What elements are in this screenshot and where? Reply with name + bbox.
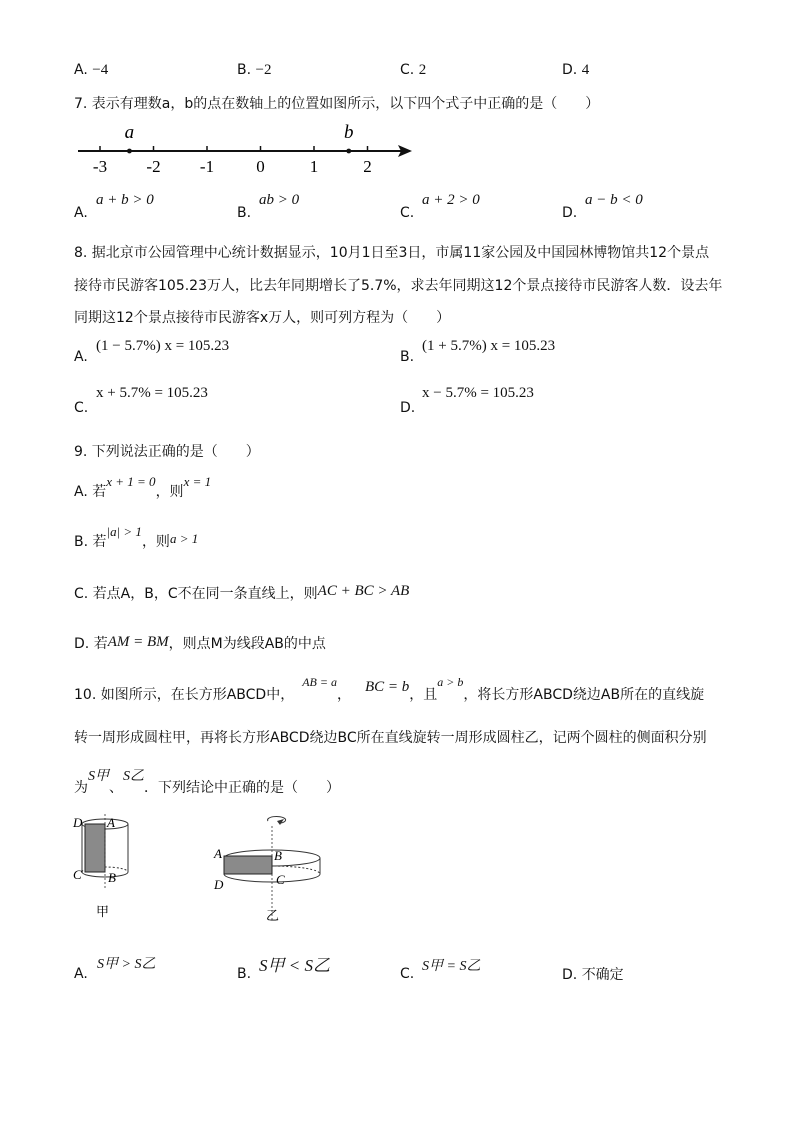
q8-option-c-label: C.	[74, 400, 89, 416]
vertex-d-label: D	[73, 815, 83, 830]
q9-stem: 9. 下列说法正确的是（ ）	[74, 444, 260, 460]
q6-option-b: B. −2	[237, 62, 272, 78]
point-a-dot	[127, 149, 132, 154]
q6-option-d: D. 4	[562, 62, 590, 78]
q10-option-c-value: S甲 = S乙	[422, 959, 481, 974]
tick-label: -1	[199, 157, 215, 176]
q8-stem-line1: 8. 据北京市公园管理中心统计数据显示，10月1日至3日，市属11家公园及中国园林博物馆共12个景点	[74, 245, 710, 261]
q6-option-c: C. 2	[400, 62, 427, 78]
q7-stem: 7. 表示有理数a，b的点在数轴上的位置如图所示，以下四个式子中正确的是（ ）	[74, 96, 600, 112]
q8-option-c-value: x + 5.7% = 105.23	[96, 385, 208, 401]
tick-label: -3	[92, 157, 108, 176]
q7-option-a-label: A.	[74, 205, 88, 221]
q7-option-d-value: a − b < 0	[585, 192, 643, 208]
q7-option-a-value: a + b > 0	[96, 192, 154, 208]
vertex-d-label: D	[214, 877, 224, 892]
q9-option-a: A. 若x + 1 = 0，则x = 1	[74, 474, 212, 500]
vertex-c-label: C	[276, 872, 285, 887]
vertex-c-label: C	[73, 867, 82, 882]
q10-figure-cylinder-yi	[210, 812, 340, 932]
vertex-a-label: A	[214, 846, 222, 861]
q10-stem-line3: 为S甲、S乙．下列结论中正确的是（ ）	[74, 769, 340, 796]
tick-label: 1	[309, 157, 319, 176]
q10-figure-cylinder-jia	[68, 810, 138, 925]
tick-label: 0	[256, 157, 265, 176]
q8-option-b-label: B.	[400, 349, 415, 365]
q10-stem-line1: 10. 如图所示，在长方形ABCD中，AB = a， BC = b，且a > b，将长方形ABCD绕边AB所在的直线旋	[74, 675, 705, 703]
q8-option-b-value: (1 + 5.7%) x = 105.23	[422, 338, 556, 354]
vertex-a-label: A	[107, 815, 115, 830]
q8-stem-line2: 接待市民游客105.23万人，比去年同期增长了5.7%，求去年同期这12个景点接待市民游客人数．设去年	[74, 278, 723, 294]
vertex-b-label: B	[274, 848, 282, 863]
q7-option-c-value: a + 2 > 0	[422, 192, 480, 208]
q8-option-a-label: A.	[74, 349, 88, 365]
q7-option-b-label: B.	[237, 205, 252, 221]
q7-option-d-label: D.	[562, 205, 578, 221]
q10-option-a-label: A.	[74, 966, 88, 982]
q8-option-d-label: D.	[400, 400, 416, 416]
q10-stem-line2: 转一周形成圆柱甲，再将长方形ABCD绕边BC所在直线旋转一周形成圆柱乙，记两个圆柱的侧面积分别	[74, 730, 707, 746]
q10-option-d: D. 不确定	[562, 967, 624, 983]
tick-label: 2	[363, 157, 372, 176]
q10-option-a-value: S甲 > S乙	[97, 957, 156, 972]
point-a-label: a	[124, 122, 135, 143]
vertex-b-label: B	[108, 870, 116, 885]
q8-option-a-value: (1 − 5.7%) x = 105.23	[96, 338, 230, 354]
point-b-label: b	[344, 122, 354, 143]
q10-option-c-label: C.	[400, 966, 415, 982]
q7-option-c-label: C.	[400, 205, 415, 221]
tick-label: -2	[146, 157, 161, 176]
q10-option-b-label: B.	[237, 966, 252, 982]
point-b-dot	[346, 149, 351, 154]
q9-option-c: C. 若点A，B，C不在同一条直线上，则AC + BC > AB	[74, 583, 410, 602]
rectangle-abcd-shaded	[85, 824, 105, 872]
figure-caption-jia: 甲	[96, 904, 110, 919]
q9-option-d: D. 若AM = BM，则点M为线段AB的中点	[74, 634, 326, 652]
q9-option-b: B. 若|a| > 1，则a > 1	[74, 524, 199, 550]
q6-option-a: A. −4	[74, 62, 109, 78]
rectangle-abcd-shaded	[224, 856, 272, 874]
q7-option-b-value: ab > 0	[259, 192, 300, 208]
q7-number-line	[70, 118, 430, 180]
q8-option-d-value: x − 5.7% = 105.23	[422, 385, 534, 401]
q10-option-b-value: S甲 < S乙	[259, 956, 330, 975]
q8-stem-line3: 同期这12个景点接待市民游客x万人，则可列方程为（ ）	[74, 310, 451, 326]
figure-caption-yi: 乙	[266, 908, 280, 923]
